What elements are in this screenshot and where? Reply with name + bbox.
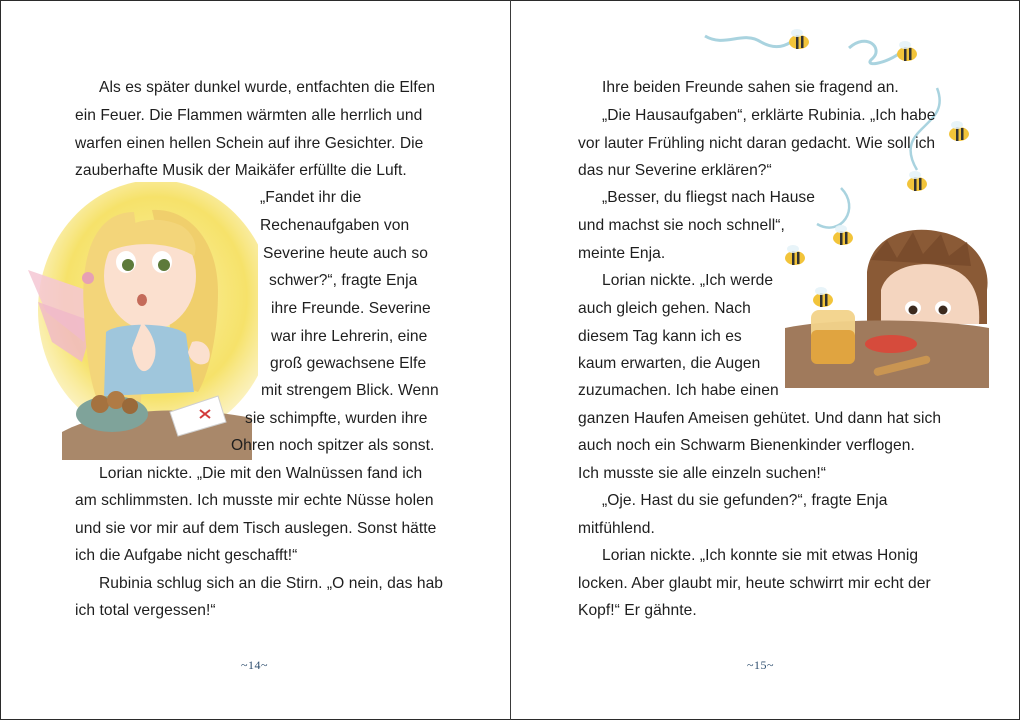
text-line: warfen einen hellen Schein auf ihre Gesichter. Die bbox=[75, 135, 424, 152]
walnut bbox=[91, 395, 109, 413]
text-line: Severine heute auch so bbox=[263, 245, 428, 262]
elf-girl-illustration bbox=[22, 182, 258, 460]
bee-icon bbox=[949, 121, 969, 141]
bee-flight-trail bbox=[911, 88, 940, 170]
text-line: ich total vergessen!“ bbox=[75, 602, 216, 619]
elf-eye bbox=[158, 259, 170, 271]
bee-flight-trail bbox=[849, 41, 901, 63]
bee-flight-trail bbox=[817, 188, 849, 228]
text-line: meinte Enja. bbox=[578, 245, 666, 262]
text-line: ganzen Haufen Ameisen gehütet. Und dann hat sich bbox=[578, 410, 942, 427]
text-line: auch gleich gehen. Nach bbox=[578, 300, 751, 317]
text-line: ihre Freunde. Severine bbox=[271, 300, 431, 317]
text-line: kaum erwarten, die Augen bbox=[578, 355, 761, 372]
text-line: sie schimpfte, wurden ihre bbox=[245, 410, 428, 427]
right-page bbox=[511, 0, 1020, 720]
elf-eye bbox=[122, 259, 134, 271]
text-line: und machst sie noch schnell“, bbox=[578, 217, 785, 234]
text-line: „Besser, du fliegst nach Hause bbox=[602, 189, 815, 206]
text-line: am schlimmsten. Ich musste mir echte Nüsse holen bbox=[75, 492, 434, 509]
text-line: mitfühlend. bbox=[578, 520, 655, 537]
red-dish bbox=[865, 335, 917, 353]
text-line: zuzumachen. Ich habe einen bbox=[578, 382, 779, 399]
text-line: „Die Hausaufgaben“, erklärte Rubinia. „Ich habe bbox=[602, 107, 936, 124]
text-line: Ich musste sie alle einzeln suchen!“ bbox=[578, 465, 826, 482]
text-line: „Oje. Hast du sie gefunden?“, fragte Enja bbox=[602, 492, 888, 509]
bee-icon bbox=[833, 225, 853, 245]
page-number: ~14~ bbox=[241, 658, 268, 672]
bee-icon bbox=[897, 41, 917, 61]
text-line: ich die Aufgabe nicht geschafft!“ bbox=[75, 547, 298, 564]
text-line: Als es später dunkel wurde, entfachten die Elfen bbox=[99, 79, 436, 96]
bee-icon bbox=[813, 287, 833, 307]
elf-mouth bbox=[137, 294, 147, 306]
text-line: locken. Aber glaubt mir, heute schwirrt mir echt der bbox=[578, 575, 931, 592]
text-line: Rechenaufgaben von bbox=[260, 217, 410, 234]
honey bbox=[811, 330, 855, 364]
walnut bbox=[122, 398, 138, 414]
boy-eye bbox=[909, 306, 918, 315]
text-line: diesem Tag kann ich es bbox=[578, 328, 742, 345]
text-line: Ihre beiden Freunde sahen sie fragend an. bbox=[602, 79, 899, 96]
page-number: ~15~ bbox=[747, 658, 774, 672]
text-line: Kopf!“ Er gähnte. bbox=[578, 602, 697, 619]
text-line: das nur Severine erklären?“ bbox=[578, 162, 772, 179]
hair-flower bbox=[82, 272, 94, 284]
text-line: Lorian nickte. „Die mit den Walnüssen fand ich bbox=[99, 465, 423, 482]
text-line: ein Feuer. Die Flammen wärmten alle herrlich und bbox=[75, 107, 423, 124]
text-line: „Fandet ihr die bbox=[260, 189, 362, 206]
text-line: groß gewachsene Elfe bbox=[270, 355, 427, 372]
bee-icon bbox=[789, 29, 809, 49]
text-line: und sie vor mir auf dem Tisch auslegen. Sonst hätte bbox=[75, 520, 437, 537]
text-line: war ihre Lehrerin, eine bbox=[271, 328, 428, 345]
boy-eye bbox=[939, 306, 948, 315]
text-line: Rubinia schlug sich an die Stirn. „O nein, das hab bbox=[99, 575, 444, 592]
text-line: Lorian nickte. „Ich werde bbox=[602, 272, 774, 289]
bee-flight-trail bbox=[705, 36, 791, 47]
text-line: zauberhafte Musik der Maikäfer erfüllte die Luft. bbox=[75, 162, 407, 179]
text-line: Lorian nickte. „Ich konnte sie mit etwas Honig bbox=[602, 547, 919, 564]
text-line: mit strengem Blick. Wenn bbox=[261, 382, 439, 399]
text-line: Ohren noch spitzer als sonst. bbox=[231, 437, 435, 454]
bee-icon bbox=[907, 171, 927, 191]
text-line: vor lauter Frühling nicht daran gedacht. Wie soll ich bbox=[578, 135, 936, 152]
text-line: auch noch ein Schwarm Bienenkinder verflogen. bbox=[578, 437, 915, 454]
bee-icon bbox=[785, 245, 805, 265]
text-line: schwer?“, fragte Enja bbox=[269, 272, 418, 289]
